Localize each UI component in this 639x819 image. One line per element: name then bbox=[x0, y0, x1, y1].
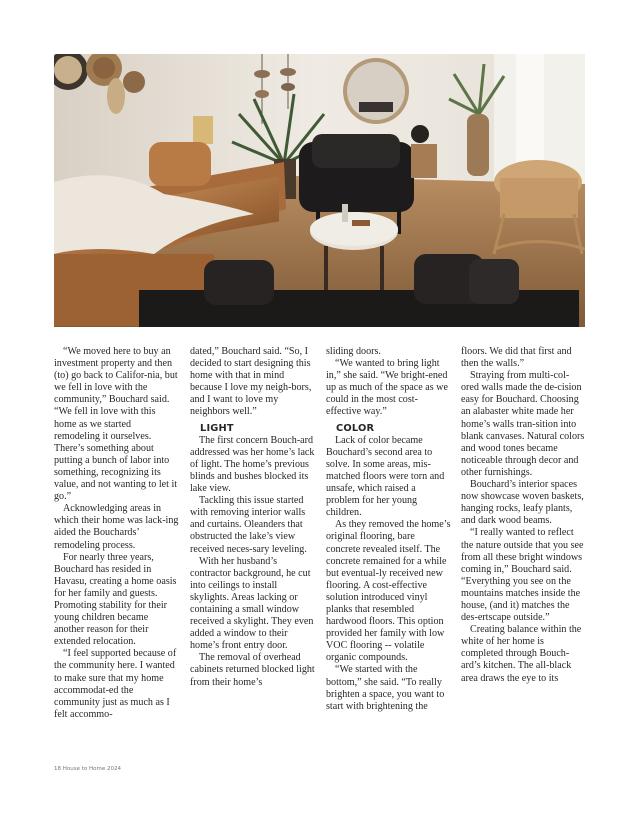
paragraph-continued: floors. We did that first and then the walls.” bbox=[461, 346, 572, 370]
paragraph: “I feel supported because of the community here. I wanted to make sure that my home accommodat-ed the community just as much as I felt accommo- bbox=[54, 648, 177, 720]
article-column-3 bbox=[326, 346, 451, 713]
paragraph: “We moved here to buy an investment property and then (to) go back to Califor-nia, but we fell in love with the community,” Bouchard said. “We fell in love with this home as we started remodeling it ourselves. There’s something about putting a bunch of labor into something, recognizing its value, and not wanting to let it go.” bbox=[54, 346, 178, 503]
paragraph: For nearly three years, Bouchard has resided in Havasu, creating a home oasis for her family and guests. Promoting stability for their young children became another reason for their extended relocation. bbox=[54, 551, 177, 648]
paragraph: Creating balance within the white of her home is completed through Bouch-ard’s kitchen. The all-black area draws the eye to its bbox=[461, 624, 582, 684]
paragraph: Tackling this issue started with removing interior walls and curtains. Oleanders that obstructed the lake’s view received neces-sary leveling. bbox=[190, 495, 307, 555]
paragraph: As they removed the home’s original flooring, bare concrete revealed itself. The concrete remained for a while but eventual-ly received new flooring. A cost-effective solution introduced vinyl planks that resembled hardwood floors. This option provided her family with low VOC flooring -- volatile organic compounds. bbox=[326, 519, 451, 664]
paragraph: “I really wanted to reflect the nature outside that you see from all these bright windows coming in,” Bouchard said. “Everything you see on the mountains matches inside the house, (and it) matches the des-ertscape outside.” bbox=[461, 527, 584, 624]
paragraph: The first concern Bouch-ard addressed was her home’s lack of light. The home’s previous blinds and bushes blocked its lake view. bbox=[190, 434, 315, 495]
article-column-1 bbox=[54, 346, 179, 721]
paragraph: With her husband’s contractor background, he cut into ceilings to install skylights. Areas lacking or containing a small window received a skylight. They even added a window to their home’s front entry door. bbox=[190, 555, 314, 652]
paragraph: “We started with the bottom,” she said. “To really brighten a space, you want to start with brightening the bbox=[326, 664, 445, 712]
article-column-4 bbox=[461, 346, 586, 685]
paragraph-continued: sliding doors. bbox=[326, 346, 381, 357]
paragraph: “We wanted to bring light in,” she said. “We bright-ened up as much of the space as we could in the most cost-effective way.” bbox=[326, 358, 448, 418]
paragraph: Straying from multi-col-ored walls made the de-cision easy for Bouchard. Choosing an alabaster white made her home’s walls tran-sition into blank canvases. Natural colors and wood tones became noticeable through decor and other furnishings. bbox=[461, 370, 585, 478]
living-room-photo bbox=[54, 54, 585, 327]
section-heading: LIGHT bbox=[200, 422, 234, 434]
article-column-2 bbox=[190, 346, 315, 689]
paragraph: Bouchard’s interior spaces now showcase woven baskets, hanging rocks, leafy plants, and dark wood beams. bbox=[461, 479, 584, 527]
paragraph: Acknowledging areas in which their home was lack-ing aided the Bouchards’ remodeling process. bbox=[54, 503, 179, 551]
paragraph: The removal of overhead cabinets returned blocked light from their home’s bbox=[190, 652, 315, 688]
paragraph-continued: dated,” Bouchard said. “So, I decided to start designing this home with that in mind because I love my neigh-bors, and I want to love my neighbors well.” bbox=[190, 346, 312, 418]
page-folio: 18 House to Home 2024 bbox=[54, 766, 121, 772]
paragraph: Lack of color became Bouchard’s second area to solve. In some areas, mis-matched floors were torn and unsafe, which raised a problem for her young children. bbox=[326, 434, 445, 519]
section-heading: COLOR bbox=[336, 422, 375, 434]
